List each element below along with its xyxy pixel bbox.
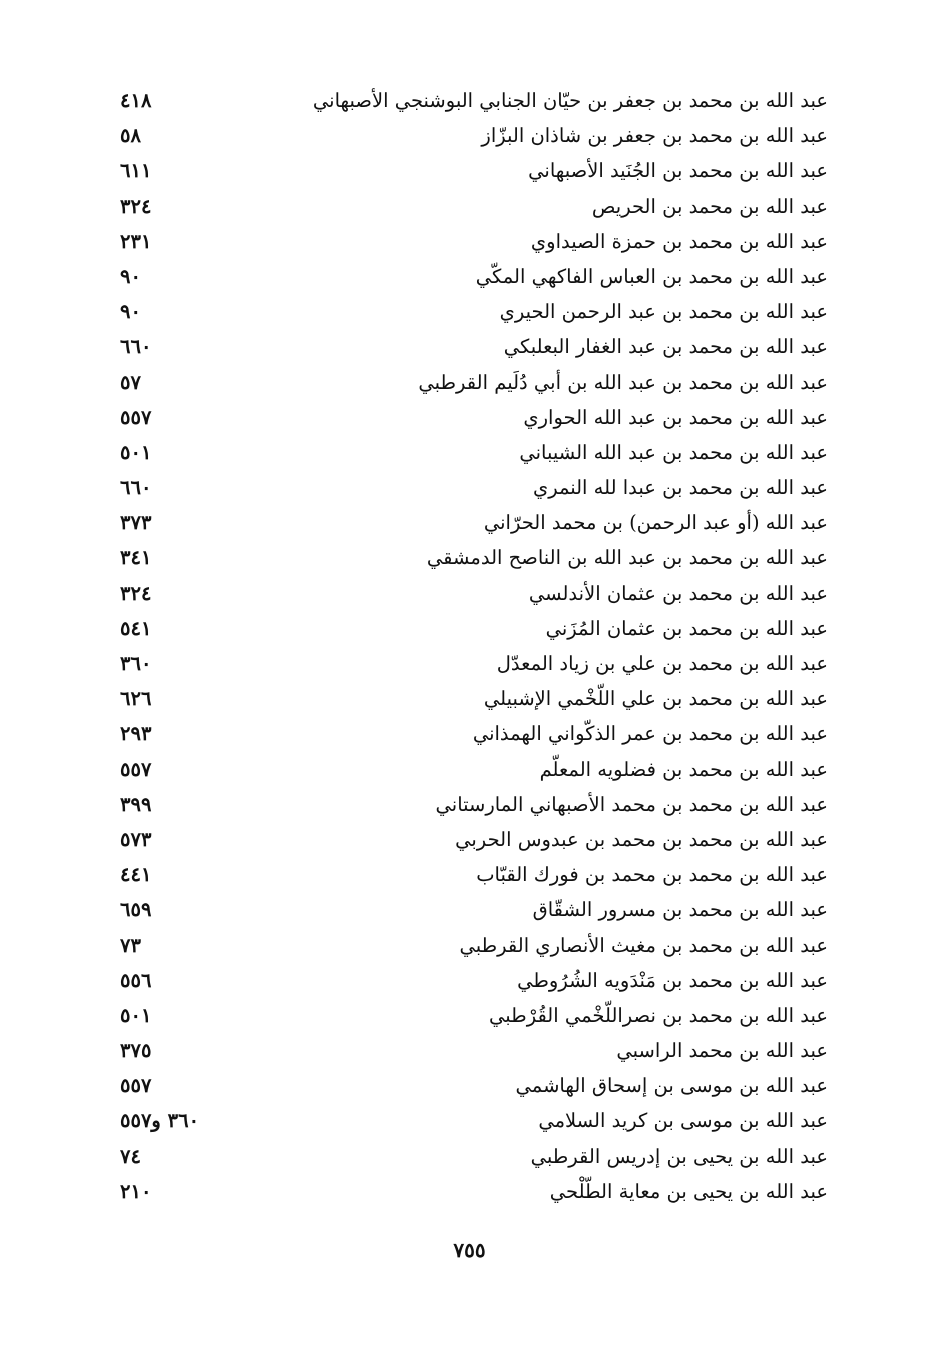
entry-name: عبد الله (أو عبد الرحمن) بن محمد الحرّاني bbox=[483, 511, 828, 535]
entry-page-reference: ٢٣١ bbox=[120, 229, 152, 253]
entry-name: عبد الله بن محمد بن الجُنَيد الأصبهاني bbox=[528, 159, 828, 183]
entry-page-reference: ٣٢٤ bbox=[120, 194, 152, 218]
index-entry bbox=[120, 1140, 828, 1175]
entry-page-reference: ٩٠ bbox=[120, 264, 141, 288]
entry-name: عبد الله بن محمد بن مَنْدَويه الشُرُوطي bbox=[517, 968, 828, 992]
entry-name: عبد الله بن يحيى بن معاية الطّلْحي bbox=[549, 1179, 828, 1203]
index-entry bbox=[120, 823, 828, 858]
entry-page-reference: ٧٣ bbox=[120, 933, 141, 957]
index-entry bbox=[120, 682, 828, 717]
entry-name: عبد الله بن محمد بن نصراللّخْمي القُرْطبي bbox=[489, 1003, 828, 1027]
index-entry bbox=[120, 612, 828, 647]
entry-page-reference: ٥٥٧ bbox=[120, 757, 152, 781]
entry-page-reference: ٢٩٣ bbox=[120, 722, 152, 746]
entry-name: عبد الله بن محمد بن الحريص bbox=[591, 194, 828, 218]
index-entry bbox=[120, 717, 828, 752]
entry-name: عبد الله بن محمد بن جعفر بن حيّان الجنابي البوشنجي الأصبهاني bbox=[312, 89, 828, 112]
entry-page-reference: ٦٦٠ bbox=[120, 335, 152, 359]
entry-name: عبد الله بن محمد بن جعفر بن شاذان البزّاز bbox=[481, 124, 828, 148]
index-entry bbox=[120, 788, 828, 823]
entry-page-reference: ٤٤١ bbox=[120, 863, 152, 887]
entry-name: عبد الله بن محمد بن عثمان الأندلسي bbox=[528, 581, 828, 605]
entry-page-reference: ٣٢٤ bbox=[120, 581, 152, 605]
entry-name: عبد الله بن محمد بن عبد الغفار البعلبكي bbox=[503, 335, 828, 359]
entry-name: عبد الله بن محمد بن محمد بن فورك القبّاب bbox=[476, 863, 828, 887]
index-entry bbox=[120, 119, 828, 154]
entry-page-reference: ٣٦٠ bbox=[120, 652, 152, 675]
entry-name: عبد الله بن موسى بن إسحاق الهاشمي bbox=[515, 1074, 828, 1098]
index-entry bbox=[120, 541, 828, 576]
index-entry bbox=[120, 1034, 828, 1069]
entry-name: عبد الله بن موسى بن كريد السلامي bbox=[538, 1109, 828, 1133]
index-entry bbox=[120, 330, 828, 365]
entry-name: عبد الله بن محمد بن عبد الرحمن الحيري bbox=[499, 300, 828, 324]
entry-name: عبد الله بن محمد بن مغيث الأنصاري القرطبي bbox=[459, 933, 828, 957]
index-entry bbox=[120, 964, 828, 999]
entry-name: عبد الله بن محمد الراسبي bbox=[616, 1039, 828, 1063]
entry-name: عبد الله بن محمد بن عبد الله الحواري bbox=[523, 405, 828, 429]
entry-name: عبد الله بن محمد بن محمد بن عبدوس الحربي bbox=[455, 827, 828, 851]
entry-name: عبد الله بن محمد بن عبدا لله النمري bbox=[532, 476, 828, 500]
index-entry bbox=[120, 1069, 828, 1104]
entry-name: عبد الله بن محمد بن فضلويه المعلّم bbox=[539, 757, 828, 781]
index-entry bbox=[120, 295, 828, 330]
index-entry bbox=[120, 1104, 828, 1139]
entry-page-reference: ٥٤١ bbox=[120, 616, 152, 640]
index-entry bbox=[120, 366, 828, 401]
entry-page-reference: ٦٦٠ bbox=[120, 476, 152, 500]
index-entry bbox=[120, 577, 828, 612]
index-entry bbox=[120, 225, 828, 260]
index-list bbox=[120, 84, 828, 1210]
entry-page-reference: ٥٥٦ bbox=[120, 968, 152, 992]
entry-name: عبد الله بن محمد بن حمزة الصيداوي bbox=[530, 229, 828, 253]
index-entry bbox=[120, 436, 828, 471]
entry-name: عبد الله بن محمد بن عمر الذكّواني الهمذاني bbox=[472, 722, 828, 746]
entry-page-reference: ٧٤ bbox=[120, 1144, 141, 1168]
entry-name: عبد الله بن محمد بن عبد الله الشيباني bbox=[519, 440, 828, 464]
index-entry bbox=[120, 1175, 828, 1210]
index-entry bbox=[120, 190, 828, 225]
entry-page-reference: ٣٧٣ bbox=[120, 511, 152, 535]
entry-page-reference: ٥٧٣ bbox=[120, 827, 152, 851]
index-entry bbox=[120, 647, 828, 682]
page-number: ٧٥٥ bbox=[453, 1238, 486, 1262]
entry-name: عبد الله بن محمد بن عثمان المُزَني bbox=[545, 616, 828, 640]
index-entry bbox=[120, 999, 828, 1034]
entry-page-reference: ٦٥٩ bbox=[120, 898, 152, 922]
index-entry bbox=[120, 471, 828, 506]
index-entry bbox=[120, 401, 828, 436]
index-entry bbox=[120, 506, 828, 541]
entry-page-reference: ٢١٠ bbox=[120, 1179, 152, 1203]
index-entry bbox=[120, 753, 828, 788]
entry-page-reference: ٣٧٥ bbox=[120, 1039, 152, 1063]
index-entry bbox=[120, 154, 828, 189]
index-entry bbox=[120, 84, 828, 119]
entry-name: عبد الله بن محمد بن علي اللّخْمي الإشبيلي bbox=[483, 687, 828, 711]
entry-name: عبد الله بن محمد بن مسرور الشقّاق bbox=[532, 898, 828, 922]
entry-page-reference: ٥٠١ bbox=[120, 440, 152, 464]
entry-name: عبد الله بن محمد بن محمد الأصبهاني المارستاني bbox=[435, 792, 828, 816]
entry-name: عبد الله بن محمد بن العباس الفاكهي المكّي bbox=[475, 264, 828, 288]
entry-name: عبد الله بن محمد بن علي بن زياد المعدّل bbox=[496, 652, 828, 675]
index-entry bbox=[120, 893, 828, 928]
entry-page-reference: ٣٤١ bbox=[120, 546, 152, 570]
entry-page-reference: ٦٢٦ bbox=[120, 687, 152, 711]
entry-page-reference: ٥٥٧ bbox=[120, 405, 152, 429]
entry-name: عبد الله بن محمد بن عبد الله بن الناصح الدمشقي bbox=[426, 546, 828, 570]
entry-page-reference: ٣٦٠ و٥٥٧ bbox=[120, 1109, 200, 1133]
entry-page-reference: ٩٠ bbox=[120, 300, 141, 324]
entry-page-reference: ٣٩٩ bbox=[120, 792, 152, 816]
entry-page-reference: ٦١١ bbox=[120, 159, 152, 183]
index-entry bbox=[120, 260, 828, 295]
entry-name: عبد الله بن محمد بن عبد الله بن أبي دُلَيم القرطبي bbox=[418, 370, 828, 394]
entry-page-reference: ٥٠١ bbox=[120, 1003, 152, 1027]
entry-page-reference: ٥٨ bbox=[120, 124, 141, 148]
index-entry bbox=[120, 858, 828, 893]
index-entry bbox=[120, 929, 828, 964]
entry-name: عبد الله بن يحيى بن إدريس القرطبي bbox=[530, 1144, 828, 1168]
entry-page-reference: ٤١٨ bbox=[120, 89, 152, 112]
entry-page-reference: ٥٧ bbox=[120, 370, 141, 394]
entry-page-reference: ٥٥٧ bbox=[120, 1074, 152, 1098]
